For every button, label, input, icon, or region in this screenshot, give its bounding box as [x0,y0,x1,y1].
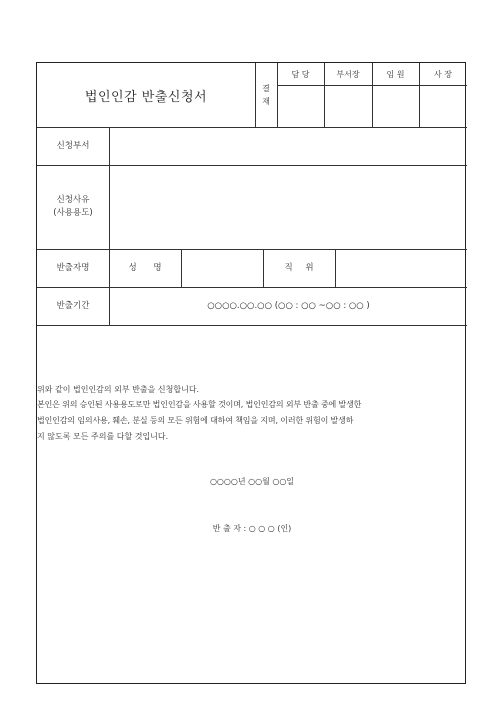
pledge-line-1: 본인은 위의 승인된 사용용도로만 법인인감을 사용할 것이며, 법인인감의 외부 반출 중에 발생한 [37,400,362,409]
name-label: 성 명 [128,262,162,273]
request-statement: 위와 같이 법인인감의 외부 반출을 신청합니다. [37,385,200,394]
approval-sign-staff[interactable] [278,86,323,126]
application-date: ○○○○년 ○○월 ○○일 [209,477,295,486]
person-label: 반출자명 [56,262,90,273]
position-label: 직 위 [284,262,314,273]
approval-role-manager: 부서장 [336,69,360,79]
department-label: 신청부서 [56,140,90,151]
period-value[interactable]: ○○○○.○○.○○ (○○ : ○○ ~○○ : ○○ ) [207,300,370,311]
reason-field[interactable] [110,166,466,248]
pledge-line-2: 법인인감의 임의사용, 훼손, 분실 등의 모든 위험에 대하여 책임을 지며, 이러한 위험이 발생하 [37,416,354,425]
approval-sign-president[interactable] [420,86,466,126]
seal-release-form [36,62,466,684]
approval-role-staff: 담 당 [291,69,310,79]
row-line-period [37,325,467,326]
position-field[interactable] [336,250,466,286]
signer-line: 반 출 자 : ○ ○ ○ (인) [212,524,292,533]
approval-role-president: 사 장 [434,69,452,79]
department-field[interactable] [110,128,466,164]
reason-label: 신청사유 (사용용도) [53,195,93,218]
name-field[interactable] [182,250,262,286]
approval-sign-manager[interactable] [325,86,371,126]
pledge-line-3: 지 않도록 모든 주의를 다할 것입니다. [37,432,169,441]
approval-sign-executive[interactable] [373,86,418,126]
approval-label: 결 재 [262,84,270,106]
period-label: 반출기간 [56,300,90,311]
approval-role-executive: 임 원 [386,69,405,79]
form-title: 법인인감 반출신청서 [84,89,208,105]
